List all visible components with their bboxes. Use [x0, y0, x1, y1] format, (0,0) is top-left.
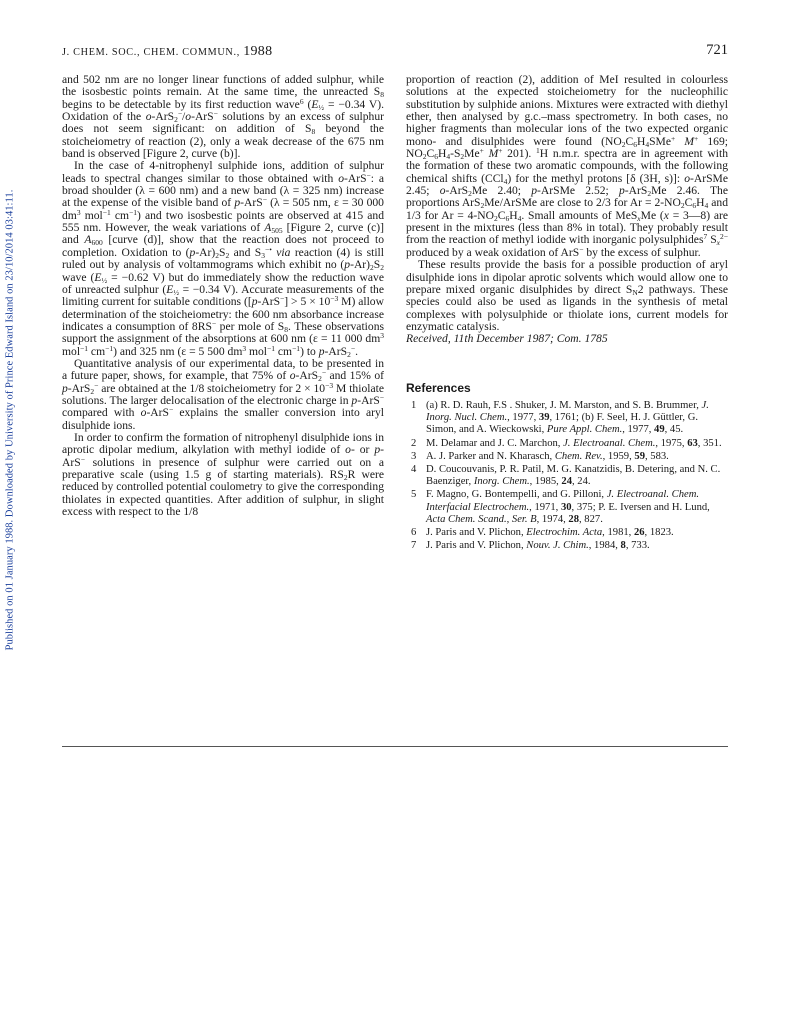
download-notice: Published on 01 January 1988. Downloaded by University of Prince Edward Island on 23/10/2014 03:41:11.	[4, 189, 16, 651]
journal-citation	[62, 44, 272, 60]
reference-item: 4 D. Coucouvanis, P. R. Patil, M. G. Kanatzidis, B. Detering, and N. C. Baenziger, Inorg. Chem., 1985, 24, 24.	[411, 463, 721, 488]
references-list	[406, 400, 728, 552]
paragraph: Quantitative analysis of our experimental data, to be presented in a future paper, shows, for example, that 75% of o-ArS$_2$− and 15% of p-ArS$_2$− are obtained at the 1/8 stoicheiometry for $2 \times 10^{-3}$ M thiolate solutions. The larger delocalisation of the electronic charge in p-ArS− compared with o-ArS− explains the smaller conversion into aryl disulphide ions.	[62, 356, 384, 432]
right-column	[406, 74, 728, 553]
references-heading: References	[406, 380, 471, 395]
page-number: 721	[706, 42, 728, 58]
reference-item: 1 (a) R. D. Rauh, F.S . Shuker, J. M. Marston, and S. B. Brummer, J. Inorg. Nucl. Chem., 1977, 39, 1761; (b) F. Seel, H. J. Güttler, G. Simon, and A. Wieckowski, Pure Appl. Chem., 1977, 49, 45.	[411, 399, 709, 436]
running-header	[62, 44, 728, 62]
reference-item: 2 M. Delamar and J. C. Marchon, J. Electroanal. Chem., 1975, 63, 351.	[411, 437, 722, 449]
reference-item: 6 J. Paris and V. Plichon, Electrochim. Acta, 1981, 26, 1823.	[411, 526, 674, 538]
footer-rule	[62, 746, 728, 747]
journal-year: 1988	[243, 44, 273, 59]
download-sidebar	[2, 160, 18, 680]
paragraph: and 502 nm are no longer linear functions of added sulphur, while the isosbestic points remain. At the same time, the unreacted $S_8$ begins to be detectable by its first reduction wave$^6$ ($E_{\frac{1}{2}} = -0.34$ V). Oxidation of the o-ArS$_2$−/o-ArS− solutions by an excess of sulphur does not seem significant: on addition of $S_8$ beyond the stoicheiometry of reaction (2), only a weak decrease of the 675 nm band is observed [Figure 2, curve (b)].	[62, 73, 385, 161]
journal-name: J. CHEM. SOC., CHEM. COMMUN.,	[62, 47, 244, 58]
left-column	[62, 74, 384, 518]
reference-item: 3 A. J. Parker and N. Kharasch, Chem. Rev., 1959, 59, 583.	[411, 450, 669, 462]
received-date: Received, 11th December 1987; Com. 1785	[406, 332, 608, 346]
paragraph: proportion of reaction (2), addition of MeI resulted in colourless solutions at the expected stoicheiometry for the nucleophilic substitution by sulphide anions. Mixtures were extracted with diethyl ether, then analysed by g.c.–mass spectrometry. In both cases, no higher fragments than molecular ions of the two expected organic mono- and disulphides were found ($NO_2C_6H_4SMe^+$ M+ 169; $NO_2C_6H_4-S_2Me^+$ M+ 201). $^1$H n.m.r. spectra are in agreement with the formation of these two aromatic compounds, with the following chemical shifts (CCl$_4$) for the methyl protons [δ (3H, s)]: o-ArSMe 2.45; o-ArS$_2$Me 2.40; p-ArSMe 2.52; p-ArS$_2$Me 2.46. The proportions ArS$_2$Me/ArSMe are close to 2/3 for $Ar = 2-NO_2C_6H_4$ and 1/3 for $Ar = 4-NO_2C_6H_4$. Small amounts of MeS$_x$Me (x = 3—8) are present in the mixtures (less than 8% in total). They probably result from the reaction of methyl iodide with inorganic polysulphides$^7$ $S_x^{2-}$ produced by a weak oxidation of ArS− by the excess of sulphur.	[406, 73, 729, 259]
paragraph: In the case of 4-nitrophenyl sulphide ions, addition of sulphur leads to spectral changes similar to those obtained with o-ArS−: a broad shoulder (λ = 600 nm) and a new band (λ = 325 nm) increase at the expense of the visible band of p-ArS− (λ = 505 nm, ε = 30 000 $dm^3$ mol$^{-1}$ $cm^{-1}$) and two isosbestic points are observed at 415 and 555 nm. However, the weak variations of $A_{505}$ [Figure 2, curve (c)] and $A_{600}$ [curve (d)], show that the reaction does not proceed to completion. Oxidation to $(p-Ar)_2S_2$ and $S_3^{-•}$ via reaction (4) is still ruled out by analysis of voltammograms which exhibit no $(p-Ar)_2S_2$ wave ($E_{\frac{1}{2}} = -0.62$ V) but do immediately show the reduction wave of unreacted sulphur ($E_{\frac{1}{2}} = -0.34$ V). Accurate measurements of the limiting current for suitable conditions ($[p-ArS^-] > 5 \times 10^{-3}$ M) allow determination of the stoicheiometry: the 600 nm absorbance increase indicates a consumption of 8RS− per mole of $S_8$. These observations support the assignment of the absorptions at 600 nm (ε = 11 000 $dm^3$ mol$^{-1}$ $cm^{-1}$) and 325 nm (ε = 5 500 $dm^3$ mol$^{-1}$ $cm^{-1}$) to p-ArS$_2$−.	[62, 159, 385, 359]
paragraph: In order to confirm the formation of nitrophenyl disulphide ions in aprotic dipolar medium, alkylation with methyl iodide of o- or p-ArS− solutions in presence of sulphur were carried out on a preparative scale (using 1.5 g of starting materials). $RS_2R$ were reduced by controlled potential coulometry to give the corresponding thiolates in expected quantities. After addition of sulphur, in slight excess with respect to the 1/8	[62, 430, 384, 519]
reference-item: 7 J. Paris and V. Plichon, Nouv. J. Chim., 1984, 8, 733.	[411, 540, 650, 552]
reference-item: 5 F. Magno, G. Bontempelli, and G. Pilloni, J. Electroanal. Chem. Interfacial Electrochem., 1971, 30, 375; P. E. Iversen and H. Lund, Acta Chem. Scand., Ser. B, 1974, 28, 827.	[411, 489, 710, 525]
paragraph: These results provide the basis for a possible production of aryl disulphide ions in dipolar aprotic solvents which would allow one to prepare mixed organic disulphides by direct $S_N2$ pathways. These species could also be used as ligands in the synthesis of metal complexes with polysulphide or thiolate ions, current models for enzymatic catalysis.	[406, 258, 728, 333]
